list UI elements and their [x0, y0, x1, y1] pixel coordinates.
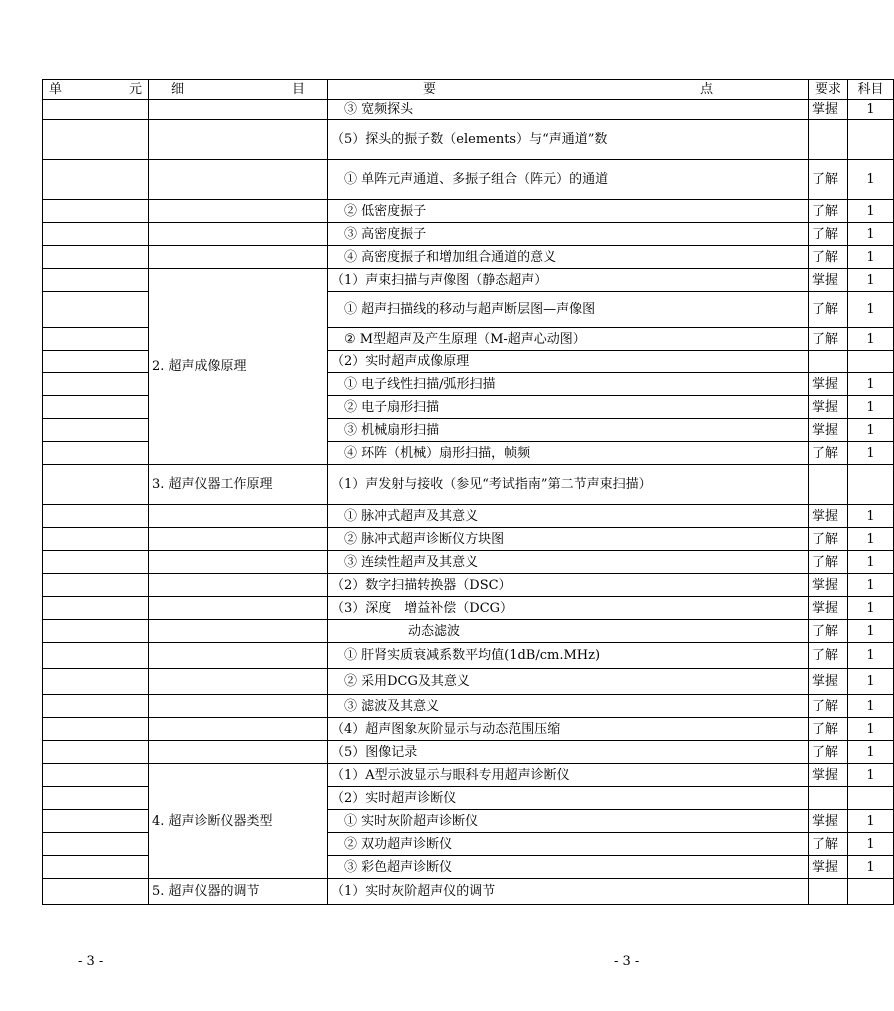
unit-cell: [43, 120, 149, 160]
table-row: [43, 643, 894, 669]
unit-cell: [43, 200, 149, 223]
subject-cell: 1: [848, 810, 894, 833]
detail-cell: [149, 620, 328, 643]
subject-cell: 1: [848, 396, 894, 419]
detail-cell: [149, 120, 328, 160]
subject-cell: 1: [848, 100, 894, 120]
unit-cell: [43, 856, 149, 879]
point-cell: （1）A型示波显示与眼科专用超声诊断仪: [328, 764, 809, 787]
detail-cell: [149, 160, 328, 200]
subject-cell: 1: [848, 574, 894, 597]
subject-cell: 1: [848, 269, 894, 292]
requirement-cell: 了解: [809, 643, 848, 669]
subject-cell: 1: [848, 856, 894, 879]
point-cell: ④ 环阵（机械）扇形扫描，帧频: [328, 442, 809, 465]
requirement-cell: 了解: [809, 223, 848, 246]
unit-cell: [43, 764, 149, 787]
subject-cell: 1: [848, 292, 894, 328]
unit-cell: [43, 833, 149, 856]
requirement-cell: 了解: [809, 160, 848, 200]
detail-cell: [149, 223, 328, 246]
header-point: 要点: [328, 80, 809, 100]
subject-cell: 1: [848, 833, 894, 856]
subject-cell: 1: [848, 419, 894, 442]
requirement-cell: [809, 120, 848, 160]
requirement-cell: 掌握: [809, 100, 848, 120]
point-cell: （3）深度 增益补偿（DCG）: [328, 597, 809, 620]
point-cell: （1）声束扫描与声像图（静态超声）: [328, 269, 809, 292]
requirement-cell: 掌握: [809, 574, 848, 597]
subject-cell: 1: [848, 695, 894, 718]
point-cell: ① 肝肾实质衰减系数平均值(1dB/cm.MHz): [328, 643, 809, 669]
point-cell: （5）图像记录: [328, 741, 809, 764]
table-row: [43, 223, 894, 246]
point-cell: ② 电子扇形扫描: [328, 396, 809, 419]
requirement-cell: [809, 787, 848, 810]
point-cell: ② 采用DCG及其意义: [328, 669, 809, 695]
unit-cell: [43, 465, 149, 505]
subject-cell: 1: [848, 597, 894, 620]
unit-cell: [43, 100, 149, 120]
requirement-cell: 了解: [809, 328, 848, 351]
subject-cell: 1: [848, 551, 894, 574]
point-cell: ② M型超声及产生原理（M-超声心动图）: [328, 328, 809, 351]
detail-cell: 2. 超声成像原理: [149, 269, 328, 465]
unit-cell: [43, 787, 149, 810]
point-cell: ③ 滤波及其意义: [328, 695, 809, 718]
table-row: [43, 597, 894, 620]
requirement-cell: 掌握: [809, 396, 848, 419]
point-cell: （5）探头的振子数（elements）与“声通道”数: [328, 120, 809, 160]
unit-cell: [43, 810, 149, 833]
header-requirement: 要求: [809, 80, 848, 100]
unit-cell: [43, 528, 149, 551]
table-row: [43, 695, 894, 718]
unit-cell: [43, 597, 149, 620]
table-row: [43, 620, 894, 643]
unit-cell: [43, 879, 149, 905]
unit-cell: [43, 695, 149, 718]
header-unit: 单元: [43, 80, 149, 100]
unit-cell: [43, 351, 149, 373]
requirement-cell: 了解: [809, 200, 848, 223]
point-cell: ③ 高密度振子: [328, 223, 809, 246]
requirement-cell: 掌握: [809, 856, 848, 879]
detail-cell: 4. 超声诊断仪器类型: [149, 764, 328, 879]
requirement-cell: 掌握: [809, 669, 848, 695]
requirement-cell: 了解: [809, 833, 848, 856]
point-cell: ③ 机械扇形扫描: [328, 419, 809, 442]
point-cell: （1）声发射与接收（参见“考试指南”第二节声束扫描）: [328, 465, 809, 505]
requirement-cell: 了解: [809, 620, 848, 643]
requirement-cell: 了解: [809, 528, 848, 551]
unit-cell: [43, 269, 149, 292]
point-cell: （4）超声图象灰阶显示与动态范围压缩: [328, 718, 809, 741]
detail-cell: [149, 246, 328, 269]
point-cell: ③ 彩色超声诊断仪: [328, 856, 809, 879]
table-row: [43, 465, 894, 505]
unit-cell: [43, 396, 149, 419]
table-row: [43, 669, 894, 695]
requirement-cell: 掌握: [809, 419, 848, 442]
point-cell: （2）数字扫描转换器（DSC）: [328, 574, 809, 597]
detail-cell: [149, 574, 328, 597]
requirement-cell: 掌握: [809, 597, 848, 620]
table-row: [43, 269, 894, 292]
subject-cell: 1: [848, 764, 894, 787]
unit-cell: [43, 643, 149, 669]
unit-cell: [43, 620, 149, 643]
subject-cell: 1: [848, 528, 894, 551]
table-row: [43, 505, 894, 528]
subject-cell: 1: [848, 620, 894, 643]
point-cell: ① 超声扫描线的移动与超声断层图—声像图: [328, 292, 809, 328]
point-cell: ① 实时灰阶超声诊断仪: [328, 810, 809, 833]
detail-cell: [149, 741, 328, 764]
detail-cell: [149, 100, 328, 120]
subject-cell: [848, 465, 894, 505]
table-row: [43, 246, 894, 269]
unit-cell: [43, 373, 149, 396]
subject-cell: 1: [848, 200, 894, 223]
subject-cell: 1: [848, 442, 894, 465]
point-cell: （2）实时超声诊断仪: [328, 787, 809, 810]
requirement-cell: 了解: [809, 695, 848, 718]
table-row: [43, 200, 894, 223]
point-cell: ② 双功超声诊断仪: [328, 833, 809, 856]
table-row: [43, 574, 894, 597]
point-cell: ② 低密度振子: [328, 200, 809, 223]
subject-cell: 1: [848, 643, 894, 669]
subject-cell: 1: [848, 328, 894, 351]
requirement-cell: [809, 879, 848, 905]
detail-cell: [149, 643, 328, 669]
point-cell: ③ 连续性超声及其意义: [328, 551, 809, 574]
table-row: [43, 741, 894, 764]
table-row: [43, 528, 894, 551]
detail-cell: 5. 超声仪器的调节: [149, 879, 328, 905]
syllabus-table: [42, 79, 894, 905]
point-cell: 动态滤波: [328, 620, 809, 643]
requirement-cell: 掌握: [809, 810, 848, 833]
unit-cell: [43, 741, 149, 764]
table-row: [43, 718, 894, 741]
point-cell: ④ 高密度振子和增加组合通道的意义: [328, 246, 809, 269]
requirement-cell: 了解: [809, 718, 848, 741]
detail-cell: [149, 669, 328, 695]
requirement-cell: 了解: [809, 551, 848, 574]
detail-cell: [149, 551, 328, 574]
table-row: [43, 120, 894, 160]
detail-cell: 3. 超声仪器工作原理: [149, 465, 328, 505]
subject-cell: 1: [848, 223, 894, 246]
point-cell: （1）实时灰阶超声仪的调节: [328, 879, 809, 905]
point-cell: ① 电子线性扫描/弧形扫描: [328, 373, 809, 396]
page-number-right: - 3 -: [614, 954, 640, 969]
requirement-cell: 掌握: [809, 764, 848, 787]
table-row: [43, 879, 894, 905]
subject-cell: [848, 120, 894, 160]
subject-cell: [848, 351, 894, 373]
unit-cell: [43, 292, 149, 328]
unit-cell: [43, 328, 149, 351]
detail-cell: [149, 505, 328, 528]
unit-cell: [43, 551, 149, 574]
requirement-cell: 掌握: [809, 269, 848, 292]
page-number-left: - 3 -: [78, 954, 104, 969]
point-cell: ① 脉冲式超声及其意义: [328, 505, 809, 528]
subject-cell: 1: [848, 160, 894, 200]
point-cell: ① 单阵元声通道、多振子组合（阵元）的通道: [328, 160, 809, 200]
requirement-cell: [809, 465, 848, 505]
subject-cell: [848, 787, 894, 810]
table-row: [43, 100, 894, 120]
table-row: [43, 160, 894, 200]
header-subject: 科目: [848, 80, 894, 100]
detail-cell: [149, 718, 328, 741]
syllabus-table-container: [42, 79, 884, 899]
detail-cell: [149, 200, 328, 223]
subject-cell: 1: [848, 505, 894, 528]
requirement-cell: 掌握: [809, 505, 848, 528]
requirement-cell: [809, 351, 848, 373]
unit-cell: [43, 669, 149, 695]
unit-cell: [43, 160, 149, 200]
detail-cell: [149, 695, 328, 718]
unit-cell: [43, 442, 149, 465]
subject-cell: 1: [848, 741, 894, 764]
unit-cell: [43, 718, 149, 741]
point-cell: ③ 宽频探头: [328, 100, 809, 120]
requirement-cell: 了解: [809, 442, 848, 465]
point-cell: （2）实时超声成像原理: [328, 351, 809, 373]
subject-cell: 1: [848, 246, 894, 269]
requirement-cell: 了解: [809, 246, 848, 269]
subject-cell: [848, 879, 894, 905]
point-cell: ② 脉冲式超声诊断仪方块图: [328, 528, 809, 551]
header-detail: 细目: [149, 80, 328, 100]
requirement-cell: 了解: [809, 741, 848, 764]
requirement-cell: 掌握: [809, 373, 848, 396]
unit-cell: [43, 505, 149, 528]
table-header-row: [43, 80, 894, 100]
unit-cell: [43, 574, 149, 597]
unit-cell: [43, 246, 149, 269]
unit-cell: [43, 223, 149, 246]
subject-cell: 1: [848, 718, 894, 741]
table-row: [43, 764, 894, 787]
unit-cell: [43, 419, 149, 442]
requirement-cell: 了解: [809, 292, 848, 328]
subject-cell: 1: [848, 373, 894, 396]
subject-cell: 1: [848, 669, 894, 695]
table-row: [43, 551, 894, 574]
detail-cell: [149, 528, 328, 551]
detail-cell: [149, 597, 328, 620]
